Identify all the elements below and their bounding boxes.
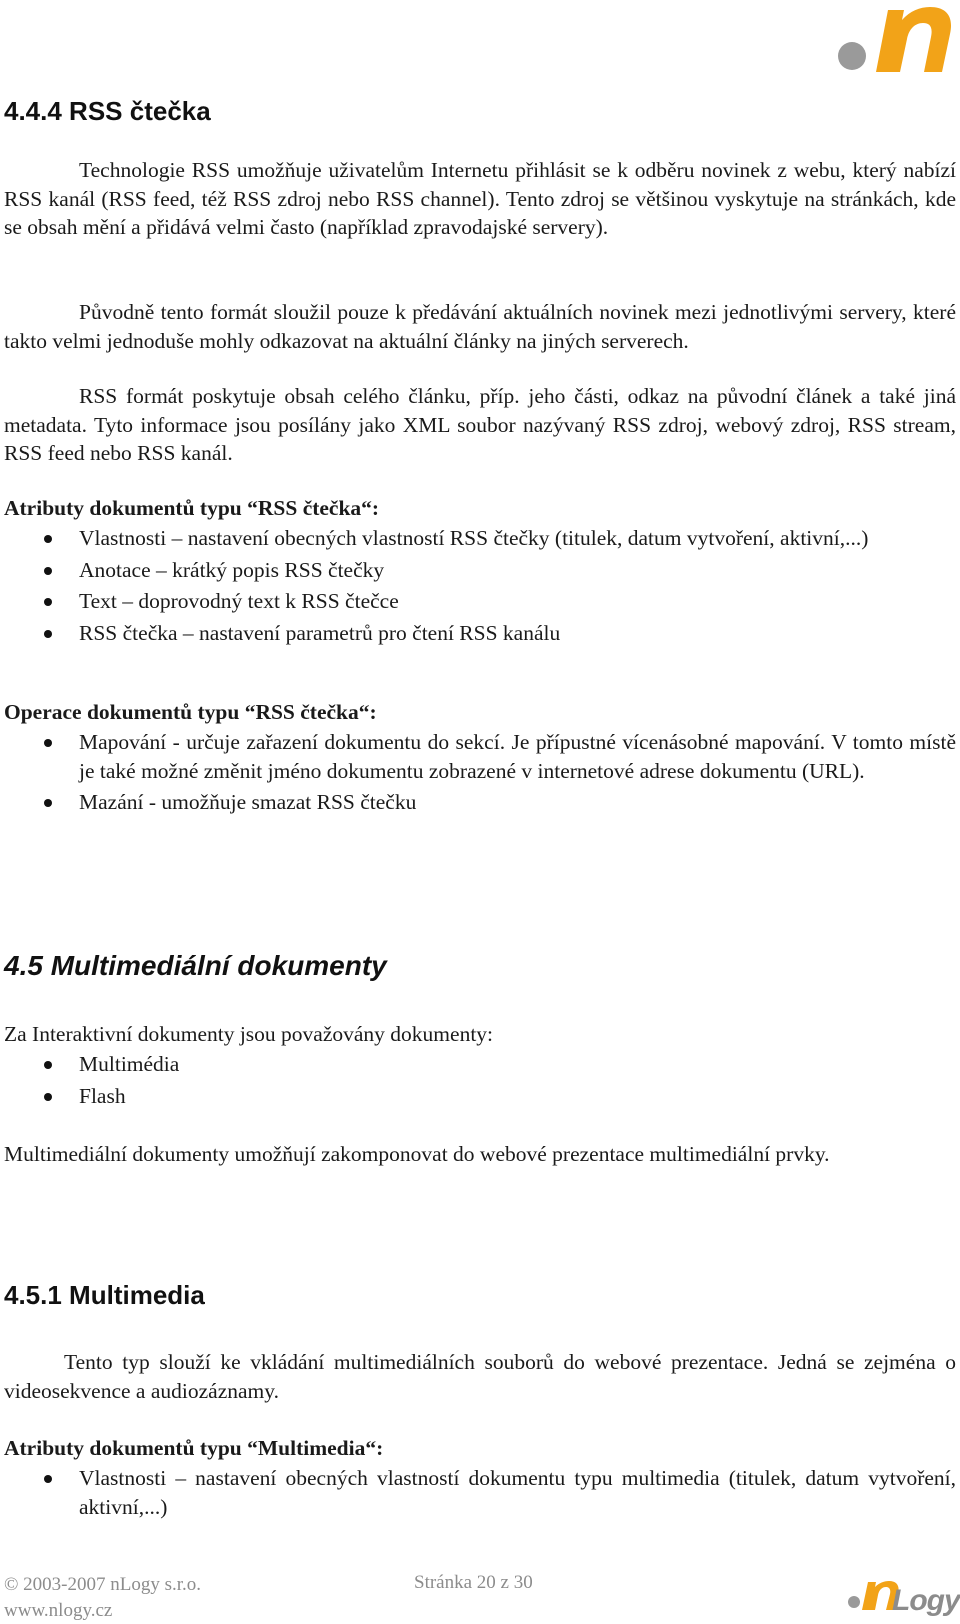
rss-operations-list xyxy=(4,728,956,820)
multimedia-attributes-title: Atributy dokumentů typu “Multimedia“: xyxy=(4,1436,384,1460)
rss-attributes-title: Atributy dokumentů typu “RSS čtečka“: xyxy=(4,496,380,520)
page-number: Stránka 20 z 30 xyxy=(414,1572,533,1593)
rss-attributes-list xyxy=(4,524,956,650)
paragraph: Multimediální dokumenty umožňují zakomponovat do webové prezentace multimediální prvky. xyxy=(4,1142,830,1166)
list-item: RSS čtečka – nastavení parametrů pro čtení RSS kanálu xyxy=(4,619,956,648)
paragraph: Původně tento formát sloužil pouze k předávání aktuálních novinek mezi jednotlivými servery, které takto velmi jednoduše mohly odkazovat na aktuální články na jiných serverech. xyxy=(4,300,956,353)
list-item: Flash xyxy=(4,1082,956,1111)
bullet-icon xyxy=(44,598,52,606)
nlogy-logo-bottom xyxy=(848,1566,960,1618)
rss-intro-paragraph xyxy=(4,156,956,242)
paragraph: Technologie RSS umožňuje uživatelům Internetu přihlásit se k odběru novinek z webu, který nabízí RSS kanál (RSS feed, též RSS zdroj nebo RSS channel). Tento zdroj se většinou vyskytuje na stránkách, kde se obsah mění a přidává velmi často (například zpravodajské servery). xyxy=(4,158,956,239)
website-link[interactable]: www.nlogy.cz xyxy=(4,1600,113,1621)
rss-history-paragraph xyxy=(4,298,956,355)
bullet-icon xyxy=(44,1093,52,1101)
list-item: Anotace – krátký popis RSS čtečky xyxy=(4,556,956,585)
rss-operations-title: Operace dokumentů typu “RSS čtečka“: xyxy=(4,700,377,724)
multimedia-type-paragraph xyxy=(4,1348,956,1405)
bullet-icon xyxy=(44,1475,52,1483)
multimedia-intro: Za Interaktivní dokumenty jsou považovány dokumenty: xyxy=(4,1022,494,1046)
paragraph: RSS formát poskytuje obsah celého článku, příp. jeho části, odkaz na původní článek a také jiná metadata. Tyto informace jsou posílány jako XML soubor nazývaný RSS zdroj, webový zdroj, RSS stream, RSS feed nebo RSS kanál. xyxy=(4,384,956,465)
nlogy-logo-top xyxy=(832,2,960,76)
multimedia-types-list xyxy=(4,1050,956,1113)
footer-copyright xyxy=(4,1572,201,1624)
svg-text:Logy: Logy xyxy=(892,1584,960,1617)
section-heading-rss-reader: 4.4.4 RSS čtečka xyxy=(4,96,211,126)
section-heading-multimedia-documents: 4.5 Multimediální dokumenty xyxy=(4,950,387,981)
bullet-icon xyxy=(44,630,52,638)
list-item: Vlastnosti – nastavení obecných vlastností RSS čtečky (titulek, datum vytvoření, aktivní,...) xyxy=(4,524,956,553)
list-item: Mapování - určuje zařazení dokumentu do sekcí. Je přípustné vícenásobné mapování. V tomto místě je také možné změnit jméno dokumentu zobrazené v internetové adrese dokumentu (URL). xyxy=(4,728,956,785)
bullet-icon xyxy=(44,739,52,747)
list-item: Text – doprovodný text k RSS čtečce xyxy=(4,587,956,616)
paragraph: Tento typ slouží ke vkládání multimediálních souborů do webové prezentace. Jedná se zejména o videosekvence a audiozáznamy. xyxy=(4,1350,956,1403)
bullet-icon xyxy=(44,567,52,575)
rss-format-paragraph xyxy=(4,382,956,468)
list-item: Vlastnosti – nastavení obecných vlastností dokumentu typu multimedia (titulek, datum vytvoření, aktivní,...) xyxy=(4,1464,956,1521)
list-item: Mazání - umožňuje smazat RSS čtečku xyxy=(4,788,956,817)
copyright-text: © 2003-2007 nLogy s.r.o. xyxy=(4,1574,202,1595)
multimedia-paragraph xyxy=(4,1140,956,1169)
section-heading-multimedia: 4.5.1 Multimedia xyxy=(4,1280,205,1310)
bullet-icon xyxy=(44,535,52,543)
list-item: Multimédia xyxy=(4,1050,956,1079)
bullet-icon xyxy=(44,1061,52,1069)
multimedia-attributes-list xyxy=(4,1464,956,1524)
bullet-icon xyxy=(44,799,52,807)
